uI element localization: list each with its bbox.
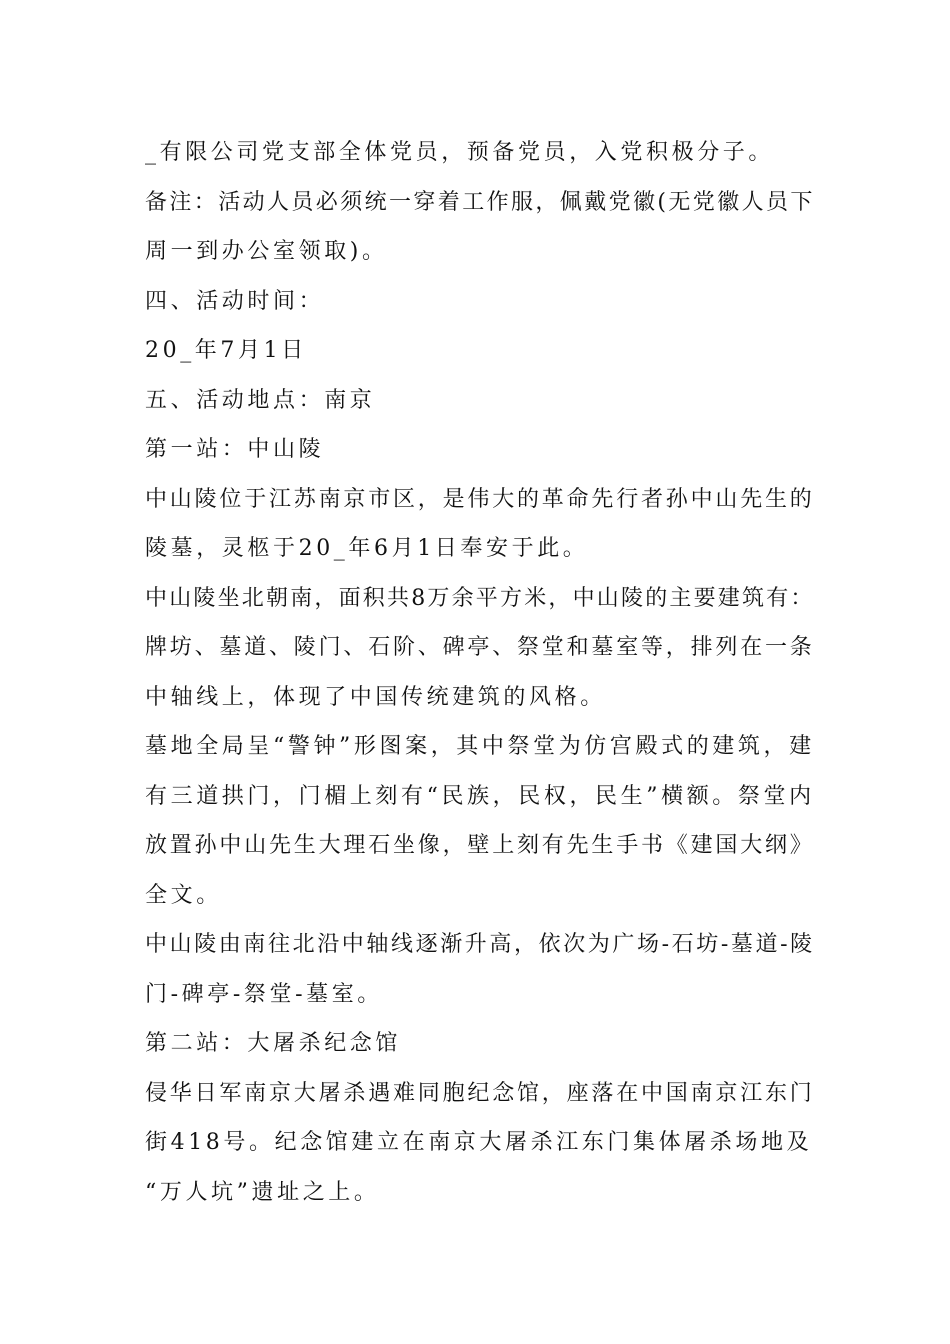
paragraph-line: “万人坑”遗址之上。 xyxy=(145,1179,380,1205)
body-line-date: 20_年7月1日 xyxy=(145,338,307,363)
paragraph-line: 中山陵位于江苏南京市区，是伟大的革命先行者孙中山先生的 xyxy=(145,486,815,512)
paragraph-line: 中轴线上，体现了中国传统建筑的风格。 xyxy=(145,684,606,710)
body-line-participants: _有限公司党支部全体党员，预备党员，入党积极分子。 xyxy=(145,140,775,165)
paragraph-line: 街418号。纪念馆建立在南京大屠杀江东门集体屠杀场地及 xyxy=(145,1130,813,1155)
paragraph-line: 中山陵由南往北沿中轴线逐渐升高，依次为广场-石坊-墓道-陵 xyxy=(145,932,815,957)
body-line-note-cont: 周一到办公室领取)。 xyxy=(145,239,388,264)
paragraph-line: 侵华日军南京大屠杀遇难同胞纪念馆，座落在中国南京江东门 xyxy=(145,1080,815,1106)
paragraph-line: 门-碑亭-祭堂-墓室。 xyxy=(145,981,383,1007)
document-body xyxy=(145,128,815,1217)
body-line-note: 备注：活动人员必须统一穿着工作服，佩戴党徽(无党徽人员下 xyxy=(145,189,815,215)
stop-heading-1: 第一站：中山陵 xyxy=(145,437,325,462)
paragraph-line: 全文。 xyxy=(145,882,222,908)
paragraph-line: 中山陵坐北朝南，面积共8万余平方米，中山陵的主要建筑有： xyxy=(145,585,815,611)
paragraph-line: 墓地全局呈“警钟”形图案，其中祭堂为仿宫殿式的建筑，建 xyxy=(145,734,815,759)
stop-heading-2: 第二站：大屠杀纪念馆 xyxy=(145,1031,402,1056)
section-heading-location: 五、活动地点：南京 xyxy=(145,387,376,413)
paragraph-line: 陵墓，灵柩于20_年6月1日奉安于此。 xyxy=(145,536,589,561)
paragraph-line: 有三道拱门，门楣上刻有“民族，民权，民生”横额。祭堂内 xyxy=(145,783,815,809)
section-heading-time: 四、活动时间： xyxy=(145,288,325,314)
paragraph-line: 放置孙中山先生大理石坐像，壁上刻有先生手书《建国大纲》 xyxy=(145,833,815,858)
paragraph-line: 牌坊、墓道、陵门、石阶、碑亭、祭堂和墓室等，排列在一条 xyxy=(145,635,815,660)
